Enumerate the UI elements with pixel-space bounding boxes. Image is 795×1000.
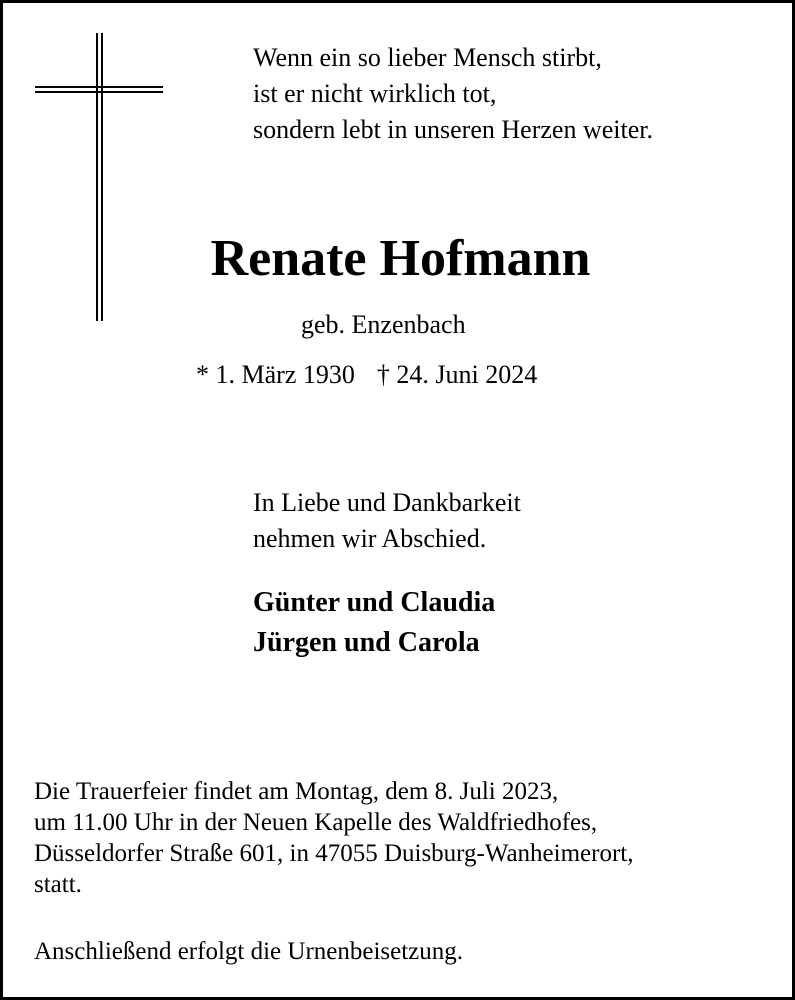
verse-line: ist er nicht wirklich tot, [253, 79, 497, 108]
mourner-names: Jürgen und Carola [253, 627, 480, 658]
deceased-name-text: Renate Hofmann [210, 230, 591, 287]
mourner-names: Günter und Claudia [253, 587, 496, 618]
maiden-name: geb. Enzenbach [301, 310, 466, 339]
deceased-name [3, 227, 795, 291]
verse-line: sondern lebt in unseren Herzen weiter. [253, 115, 653, 144]
farewell-line: nehmen wir Abschied. [253, 524, 487, 553]
memorial-verse [253, 40, 653, 148]
ceremony-line: statt. [34, 871, 82, 898]
ceremony-line: um 11.00 Uhr in der Neuen Kapelle des Waldfriedhofes, [34, 809, 598, 836]
burial-note: Anschließend erfolgt die Urnenbeisetzung. [34, 938, 464, 965]
ceremony-line: Düsseldorfer Straße 601, in 47055 Duisburg-Wanheimerort, [34, 840, 634, 867]
mourners-list [253, 583, 495, 663]
life-dates [196, 358, 537, 392]
death-date: † 24. Juni 2024 [376, 360, 538, 389]
ceremony-details [34, 776, 634, 900]
birth-date: * 1. März 1930 [196, 360, 355, 389]
ceremony-line: Die Trauerfeier findet am Montag, dem 8. Juli 2023, [34, 778, 559, 805]
cross-horizontal-bar [35, 86, 163, 93]
farewell-text [253, 485, 521, 557]
farewell-line: In Liebe und Dankbarkeit [253, 488, 521, 517]
verse-line: Wenn ein so lieber Mensch stirbt, [253, 43, 602, 72]
